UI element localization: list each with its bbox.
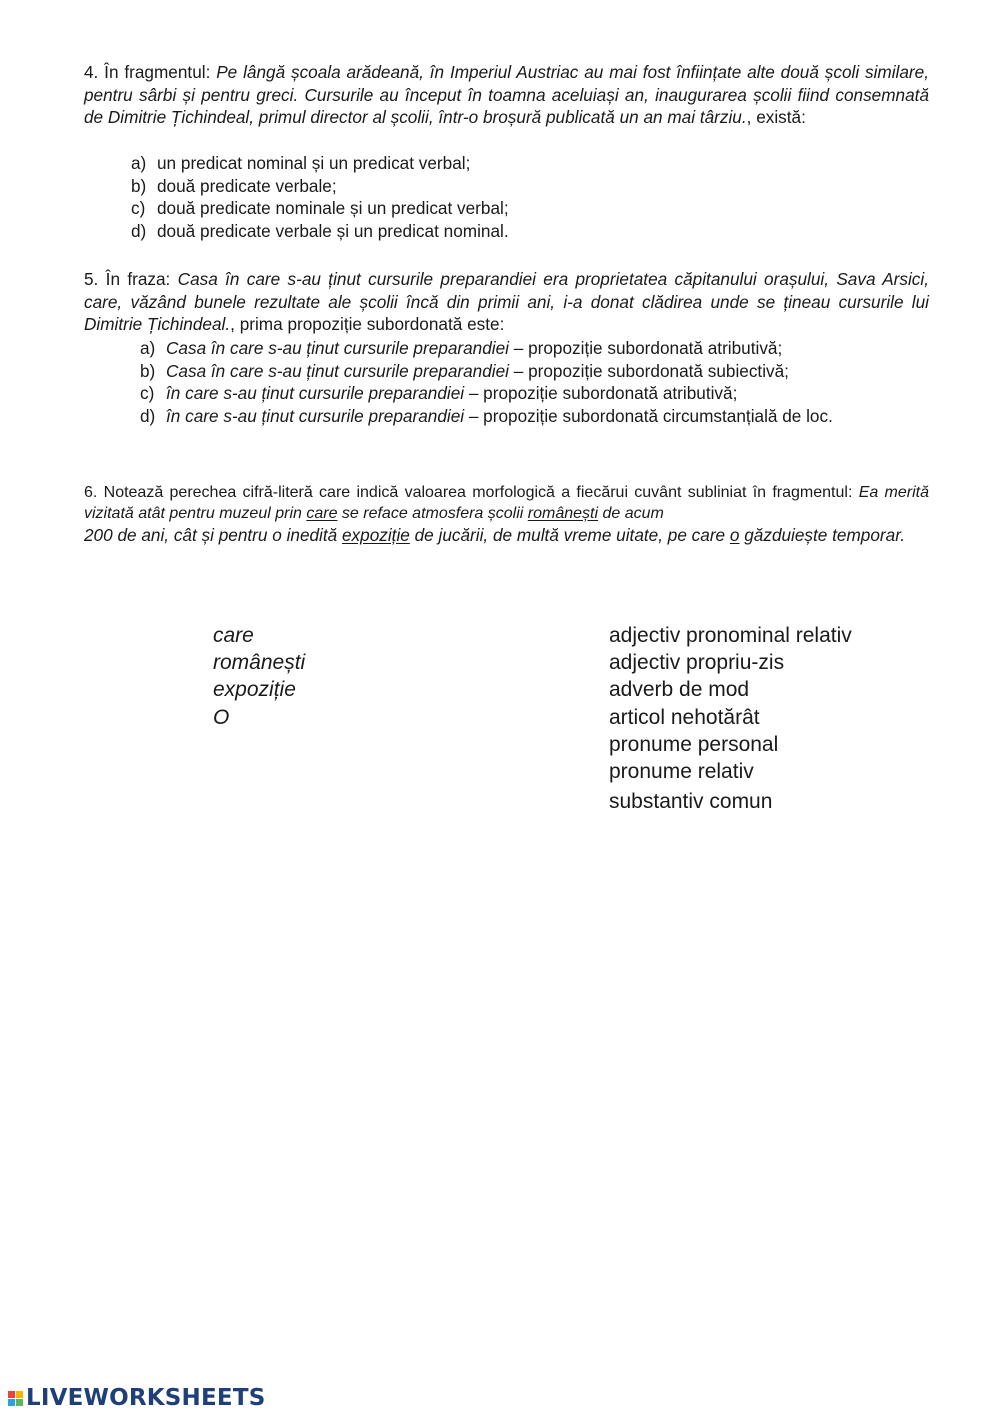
match-word-4[interactable]: O xyxy=(213,705,230,729)
match-option-4[interactable]: articol nehotărât xyxy=(609,705,760,729)
match-left-column xyxy=(213,622,305,731)
q5-options xyxy=(84,337,995,427)
q4-option-a: a) un predicat nominal și un predicat verbal; xyxy=(131,153,471,173)
question-4 xyxy=(84,61,929,129)
q6-para2: 200 de ani, cât și pentru o inedită expoziție de jucării, de multă vreme uitate, pe care o găzduiește temporar. xyxy=(84,525,906,545)
logo-square-blue xyxy=(8,1399,15,1406)
question-5 xyxy=(84,268,929,336)
q5-option-b: b) Casa în care s-au ținut cursurile preparandiei – propoziție subordonată subiectivă; xyxy=(140,360,789,381)
q5-intro: 5. În fraza: xyxy=(84,269,178,289)
brand-name: LIVEWORKSHEETS xyxy=(26,1385,266,1411)
logo-square-red xyxy=(8,1391,15,1398)
q4-options xyxy=(84,152,976,242)
q6-para1: 6. Notează perechea cifră-literă care indică valoarea morfologică a fiecărui cuvânt subliniat în fragmentul: Ea merită vizitată atât pentru muzeul prin care se reface atmosfera școlii românești de acum xyxy=(84,484,930,522)
match-right-column xyxy=(609,622,852,815)
q4-option-c: c) două predicate nominale și un predicat verbal; xyxy=(131,198,509,218)
underlined-word-3: expoziție xyxy=(342,525,410,545)
q5-tail: , prima propoziție subordonată este: xyxy=(230,314,505,334)
logo-grid-icon xyxy=(8,1391,23,1406)
match-option-6[interactable]: pronume relativ xyxy=(609,760,754,784)
question-6 xyxy=(84,482,929,547)
underlined-word-1: care xyxy=(306,505,338,522)
q5-option-c: c) în care s-au ținut cursurile preparandiei – propoziție subordonată atributivă; xyxy=(140,383,738,403)
match-option-5[interactable]: pronume personal xyxy=(609,732,779,756)
liveworksheets-logo[interactable] xyxy=(8,1385,265,1411)
logo-square-green xyxy=(16,1399,23,1406)
match-option-3[interactable]: adverb de mod xyxy=(609,678,750,702)
q4-fragment: Pe lângă școala arădeană, în Imperiul Austriac au mai fost înființate alte două școli similare, pentru sârbi și pentru greci. Cursurile au început în toamna aceluiași an, inaugurarea școlii fiind consemnată de Dimitrie Țichindeal, primul director al școlii, într-o broșură publicată un an mai târziu. xyxy=(84,62,929,127)
underlined-word-4: o xyxy=(729,525,740,545)
underlined-word-2: românești xyxy=(527,505,599,522)
match-word-2[interactable]: românești xyxy=(213,651,306,675)
match-option-2[interactable]: adjectiv propriu-zis xyxy=(609,651,785,675)
match-option-1[interactable]: adjectiv pronominal relativ xyxy=(609,624,852,647)
logo-square-yellow xyxy=(16,1391,23,1398)
q5-sentence: Casa în care s-au ținut cursurile preparandiei era proprietatea căpitanului orașului, Sava Arsici, care, văzând bunele rezultate ale școlii încă din primii ani, i-a donat clădirea unde se țineau cursurile lui Dimitrie Țichindeal. xyxy=(84,269,929,334)
q4-intro: 4. În fragmentul: xyxy=(84,62,217,82)
q4-tail: , există: xyxy=(746,107,806,127)
match-word-3[interactable]: expoziție xyxy=(213,678,296,702)
q6-intro: 6. Notează perechea cifră-literă care indică valoarea morfologică a fiecărui cuvânt subliniat în fragmentul: xyxy=(84,484,859,501)
q5-option-a: a) Casa în care s-au ținut cursurile preparandiei – propoziție subordonată atributivă; xyxy=(140,338,783,358)
q5-option-d: d) în care s-au ținut cursurile preparandiei – propoziție subordonată circumstanțială de loc. xyxy=(140,405,833,426)
q4-option-b: b) două predicate verbale; xyxy=(131,175,337,196)
q4-option-d: d) două predicate verbale și un predicat nominal. xyxy=(131,220,509,241)
match-word-1[interactable]: care xyxy=(213,624,254,647)
match-option-7[interactable]: substantiv comun xyxy=(609,790,773,814)
